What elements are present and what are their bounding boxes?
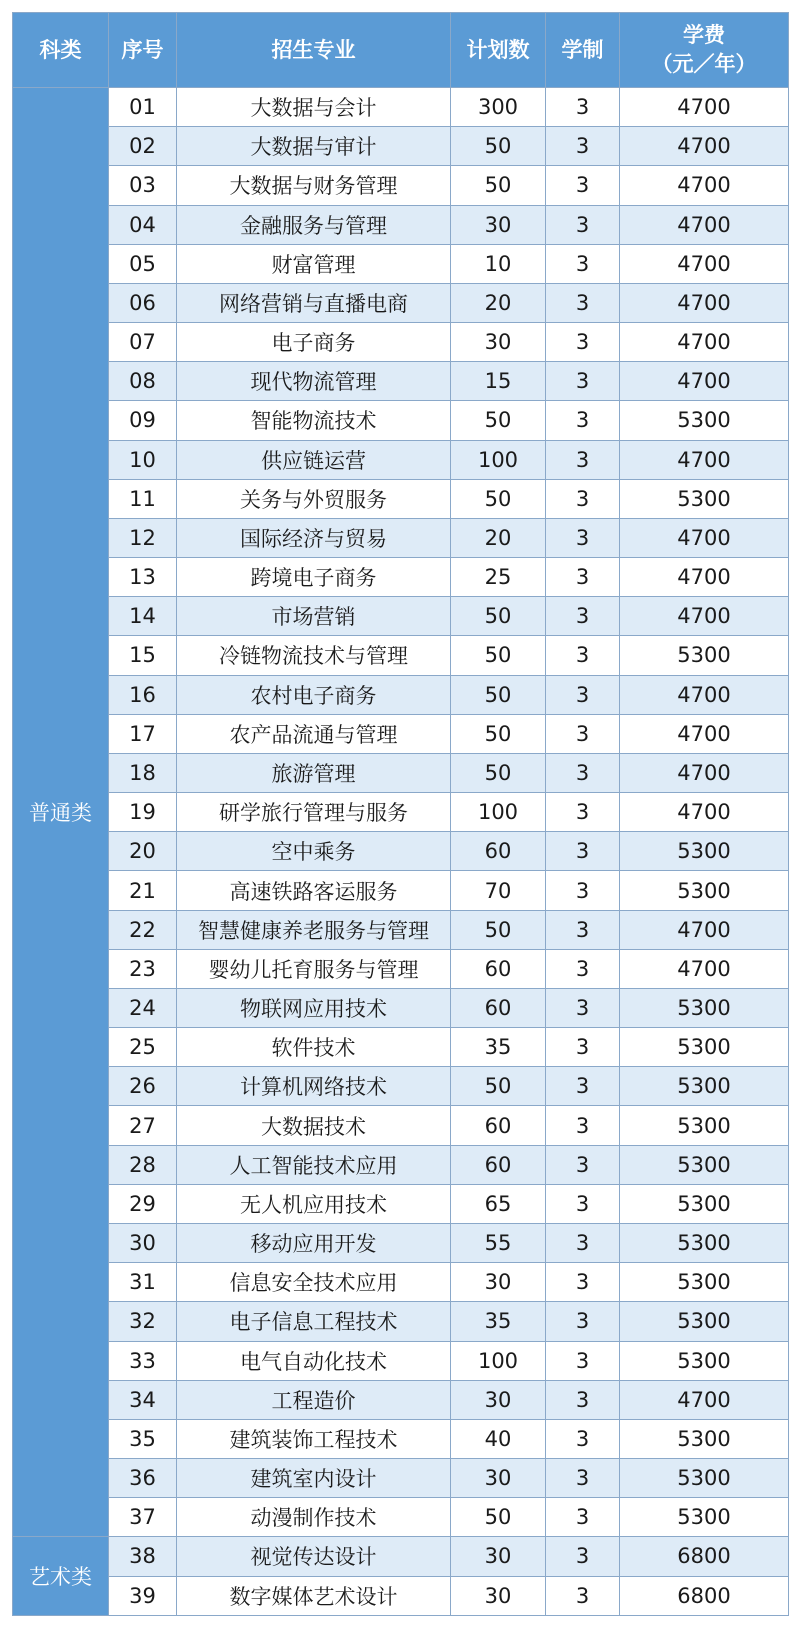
plan-cell: 40 (451, 1419, 546, 1458)
plan-cell: 100 (451, 1341, 546, 1380)
plan-cell: 60 (451, 1106, 546, 1145)
duration-cell: 3 (546, 1223, 620, 1262)
fee-cell: 4700 (620, 949, 789, 988)
table-row (13, 558, 789, 597)
number-cell: 38 (109, 1537, 177, 1576)
number-cell: 30 (109, 1223, 177, 1262)
plan-cell: 50 (451, 675, 546, 714)
table-row (13, 1028, 789, 1067)
major-cell: 供应链运营 (177, 440, 451, 479)
major-cell: 研学旅行管理与服务 (177, 793, 451, 832)
table-row (13, 1576, 789, 1615)
fee-cell: 4700 (620, 283, 789, 322)
table-row (13, 1067, 789, 1106)
plan-cell: 50 (451, 166, 546, 205)
major-cell: 物联网应用技术 (177, 988, 451, 1027)
header-fee-title: 学费 (683, 23, 725, 47)
duration-cell: 3 (546, 988, 620, 1027)
duration-cell: 3 (546, 440, 620, 479)
major-cell: 旅游管理 (177, 753, 451, 792)
table-row (13, 1302, 789, 1341)
duration-cell: 3 (546, 127, 620, 166)
plan-cell: 20 (451, 283, 546, 322)
major-cell: 婴幼儿托育服务与管理 (177, 949, 451, 988)
duration-cell: 3 (546, 793, 620, 832)
table-row (13, 244, 789, 283)
number-cell: 04 (109, 205, 177, 244)
duration-cell: 3 (546, 244, 620, 283)
number-cell: 25 (109, 1028, 177, 1067)
table-row (13, 1341, 789, 1380)
fee-cell: 5300 (620, 1263, 789, 1302)
major-cell: 金融服务与管理 (177, 205, 451, 244)
category-cell: 艺术类 (13, 1537, 109, 1616)
major-cell: 建筑装饰工程技术 (177, 1419, 451, 1458)
number-cell: 03 (109, 166, 177, 205)
number-cell: 20 (109, 832, 177, 871)
table-row (13, 871, 789, 910)
plan-cell: 30 (451, 1459, 546, 1498)
major-cell: 关务与外贸服务 (177, 479, 451, 518)
duration-cell: 3 (546, 1302, 620, 1341)
number-cell: 01 (109, 88, 177, 127)
table-row (13, 714, 789, 753)
plan-cell: 65 (451, 1184, 546, 1223)
major-cell: 网络营销与直播电商 (177, 283, 451, 322)
number-cell: 32 (109, 1302, 177, 1341)
duration-cell: 3 (546, 518, 620, 557)
major-cell: 无人机应用技术 (177, 1184, 451, 1223)
fee-cell: 5300 (620, 988, 789, 1027)
plan-cell: 20 (451, 518, 546, 557)
fee-cell: 4700 (620, 88, 789, 127)
fee-cell: 4700 (620, 166, 789, 205)
fee-cell: 5300 (620, 401, 789, 440)
duration-cell: 3 (546, 675, 620, 714)
fee-cell: 5300 (620, 1459, 789, 1498)
number-cell: 08 (109, 362, 177, 401)
fee-cell: 5300 (620, 1028, 789, 1067)
number-cell: 09 (109, 401, 177, 440)
plan-cell: 50 (451, 479, 546, 518)
table-row (13, 1419, 789, 1458)
fee-cell: 5300 (620, 1223, 789, 1262)
table-row (13, 832, 789, 871)
number-cell: 35 (109, 1419, 177, 1458)
number-cell: 26 (109, 1067, 177, 1106)
duration-cell: 3 (546, 558, 620, 597)
major-cell: 大数据与审计 (177, 127, 451, 166)
number-cell: 15 (109, 636, 177, 675)
duration-cell: 3 (546, 401, 620, 440)
duration-cell: 3 (546, 1576, 620, 1615)
table-row (13, 205, 789, 244)
table-body (13, 88, 789, 1616)
table-row (13, 910, 789, 949)
major-cell: 大数据技术 (177, 1106, 451, 1145)
plan-cell: 30 (451, 1576, 546, 1615)
duration-cell: 3 (546, 166, 620, 205)
fee-cell: 6800 (620, 1537, 789, 1576)
number-cell: 05 (109, 244, 177, 283)
table-row (13, 675, 789, 714)
duration-cell: 3 (546, 1341, 620, 1380)
number-cell: 24 (109, 988, 177, 1027)
duration-cell: 3 (546, 1537, 620, 1576)
number-cell: 37 (109, 1498, 177, 1537)
plan-cell: 50 (451, 753, 546, 792)
number-cell: 21 (109, 871, 177, 910)
fee-cell: 5300 (620, 871, 789, 910)
number-cell: 39 (109, 1576, 177, 1615)
number-cell: 12 (109, 518, 177, 557)
duration-cell: 3 (546, 753, 620, 792)
header-fee-unit: （元／年） (651, 52, 757, 76)
header-plan: 计划数 (451, 13, 546, 88)
plan-cell: 300 (451, 88, 546, 127)
major-cell: 动漫制作技术 (177, 1498, 451, 1537)
major-cell: 工程造价 (177, 1380, 451, 1419)
number-cell: 18 (109, 753, 177, 792)
duration-cell: 3 (546, 283, 620, 322)
duration-cell: 3 (546, 949, 620, 988)
fee-cell: 5300 (620, 1067, 789, 1106)
fee-cell: 4700 (620, 1380, 789, 1419)
fee-cell: 4700 (620, 793, 789, 832)
table-row (13, 1106, 789, 1145)
plan-cell: 55 (451, 1223, 546, 1262)
major-cell: 农产品流通与管理 (177, 714, 451, 753)
fee-cell: 4700 (620, 362, 789, 401)
header-category: 科类 (13, 13, 109, 88)
header-fee (620, 13, 789, 88)
duration-cell: 3 (546, 479, 620, 518)
fee-cell: 4700 (620, 675, 789, 714)
duration-cell: 3 (546, 1028, 620, 1067)
duration-cell: 3 (546, 1419, 620, 1458)
duration-cell: 3 (546, 323, 620, 362)
duration-cell: 3 (546, 205, 620, 244)
table-row (13, 88, 789, 127)
major-cell: 国际经济与贸易 (177, 518, 451, 557)
number-cell: 22 (109, 910, 177, 949)
number-cell: 34 (109, 1380, 177, 1419)
table-row (13, 440, 789, 479)
plan-cell: 30 (451, 323, 546, 362)
major-cell: 软件技术 (177, 1028, 451, 1067)
number-cell: 17 (109, 714, 177, 753)
number-cell: 07 (109, 323, 177, 362)
table-row (13, 949, 789, 988)
table-row (13, 127, 789, 166)
major-cell: 智慧健康养老服务与管理 (177, 910, 451, 949)
duration-cell: 3 (546, 832, 620, 871)
plan-cell: 100 (451, 440, 546, 479)
table-row (13, 401, 789, 440)
duration-cell: 3 (546, 597, 620, 636)
table-row (13, 323, 789, 362)
fee-cell: 5300 (620, 1498, 789, 1537)
table-row (13, 166, 789, 205)
duration-cell: 3 (546, 1067, 620, 1106)
duration-cell: 3 (546, 1263, 620, 1302)
duration-cell: 3 (546, 362, 620, 401)
fee-cell: 4700 (620, 205, 789, 244)
major-cell: 农村电子商务 (177, 675, 451, 714)
plan-cell: 100 (451, 793, 546, 832)
plan-cell: 10 (451, 244, 546, 283)
fee-cell: 4700 (620, 714, 789, 753)
duration-cell: 3 (546, 1380, 620, 1419)
header-duration: 学制 (546, 13, 620, 88)
table-row (13, 988, 789, 1027)
duration-cell: 3 (546, 636, 620, 675)
major-cell: 冷链物流技术与管理 (177, 636, 451, 675)
duration-cell: 3 (546, 1145, 620, 1184)
fee-cell: 5300 (620, 1341, 789, 1380)
major-cell: 空中乘务 (177, 832, 451, 871)
plan-cell: 35 (451, 1028, 546, 1067)
duration-cell: 3 (546, 1498, 620, 1537)
major-cell: 智能物流技术 (177, 401, 451, 440)
fee-cell: 4700 (620, 558, 789, 597)
fee-cell: 5300 (620, 479, 789, 518)
major-cell: 人工智能技术应用 (177, 1145, 451, 1184)
duration-cell: 3 (546, 910, 620, 949)
fee-cell: 4700 (620, 518, 789, 557)
table-row (13, 1380, 789, 1419)
enrollment-table (12, 12, 789, 1616)
fee-cell: 4700 (620, 753, 789, 792)
plan-cell: 70 (451, 871, 546, 910)
fee-cell: 5300 (620, 1145, 789, 1184)
duration-cell: 3 (546, 871, 620, 910)
major-cell: 计算机网络技术 (177, 1067, 451, 1106)
major-cell: 大数据与财务管理 (177, 166, 451, 205)
number-cell: 02 (109, 127, 177, 166)
duration-cell: 3 (546, 1106, 620, 1145)
table-row (13, 753, 789, 792)
category-cell: 普通类 (13, 88, 109, 1537)
fee-cell: 4700 (620, 910, 789, 949)
major-cell: 现代物流管理 (177, 362, 451, 401)
number-cell: 31 (109, 1263, 177, 1302)
plan-cell: 15 (451, 362, 546, 401)
plan-cell: 50 (451, 636, 546, 675)
major-cell: 视觉传达设计 (177, 1537, 451, 1576)
number-cell: 10 (109, 440, 177, 479)
number-cell: 16 (109, 675, 177, 714)
fee-cell: 4700 (620, 244, 789, 283)
plan-cell: 50 (451, 714, 546, 753)
number-cell: 36 (109, 1459, 177, 1498)
table-row (13, 479, 789, 518)
fee-cell: 5300 (620, 1419, 789, 1458)
plan-cell: 25 (451, 558, 546, 597)
major-cell: 跨境电子商务 (177, 558, 451, 597)
major-cell: 数字媒体艺术设计 (177, 1576, 451, 1615)
number-cell: 13 (109, 558, 177, 597)
plan-cell: 60 (451, 949, 546, 988)
table-row (13, 1263, 789, 1302)
fee-cell: 5300 (620, 1184, 789, 1223)
number-cell: 28 (109, 1145, 177, 1184)
number-cell: 11 (109, 479, 177, 518)
number-cell: 06 (109, 283, 177, 322)
major-cell: 建筑室内设计 (177, 1459, 451, 1498)
fee-cell: 4700 (620, 127, 789, 166)
table-row (13, 1223, 789, 1262)
table-row (13, 1537, 789, 1576)
fee-cell: 6800 (620, 1576, 789, 1615)
duration-cell: 3 (546, 1184, 620, 1223)
plan-cell: 50 (451, 910, 546, 949)
plan-cell: 50 (451, 127, 546, 166)
fee-cell: 4700 (620, 597, 789, 636)
plan-cell: 30 (451, 1380, 546, 1419)
plan-cell: 60 (451, 1145, 546, 1184)
number-cell: 33 (109, 1341, 177, 1380)
fee-cell: 5300 (620, 1302, 789, 1341)
table-header-row (13, 13, 789, 88)
duration-cell: 3 (546, 1459, 620, 1498)
fee-cell: 4700 (620, 323, 789, 362)
header-major: 招生专业 (177, 13, 451, 88)
table-row (13, 793, 789, 832)
major-cell: 信息安全技术应用 (177, 1263, 451, 1302)
plan-cell: 35 (451, 1302, 546, 1341)
table-row (13, 1184, 789, 1223)
major-cell: 市场营销 (177, 597, 451, 636)
duration-cell: 3 (546, 714, 620, 753)
major-cell: 电子商务 (177, 323, 451, 362)
table-row (13, 636, 789, 675)
number-cell: 29 (109, 1184, 177, 1223)
plan-cell: 50 (451, 401, 546, 440)
plan-cell: 50 (451, 1067, 546, 1106)
duration-cell: 3 (546, 88, 620, 127)
major-cell: 财富管理 (177, 244, 451, 283)
plan-cell: 30 (451, 1263, 546, 1302)
major-cell: 电子信息工程技术 (177, 1302, 451, 1341)
number-cell: 27 (109, 1106, 177, 1145)
table-row (13, 283, 789, 322)
fee-cell: 5300 (620, 1106, 789, 1145)
table-row (13, 1459, 789, 1498)
table-row (13, 1498, 789, 1537)
number-cell: 19 (109, 793, 177, 832)
fee-cell: 5300 (620, 832, 789, 871)
major-cell: 移动应用开发 (177, 1223, 451, 1262)
plan-cell: 50 (451, 1498, 546, 1537)
fee-cell: 4700 (620, 440, 789, 479)
table-row (13, 362, 789, 401)
major-cell: 大数据与会计 (177, 88, 451, 127)
table-row (13, 597, 789, 636)
plan-cell: 60 (451, 832, 546, 871)
number-cell: 14 (109, 597, 177, 636)
plan-cell: 30 (451, 1537, 546, 1576)
plan-cell: 50 (451, 597, 546, 636)
plan-cell: 30 (451, 205, 546, 244)
fee-cell: 5300 (620, 636, 789, 675)
major-cell: 电气自动化技术 (177, 1341, 451, 1380)
plan-cell: 60 (451, 988, 546, 1027)
table-row (13, 1145, 789, 1184)
number-cell: 23 (109, 949, 177, 988)
table-row (13, 518, 789, 557)
header-number: 序号 (109, 13, 177, 88)
major-cell: 高速铁路客运服务 (177, 871, 451, 910)
